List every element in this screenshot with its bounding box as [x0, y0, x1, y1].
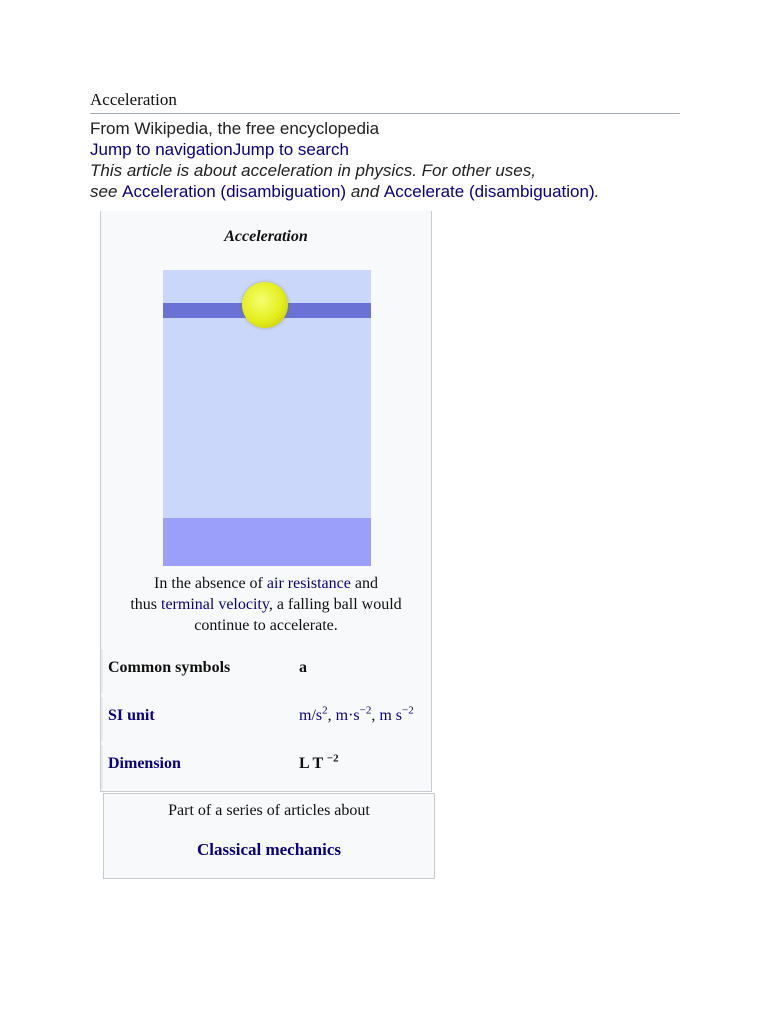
infobox-title: Acceleration	[224, 228, 308, 245]
hatnote-line-1: This article is about acceleration in physics. For other uses,	[90, 161, 536, 180]
site-tagline: From Wikipedia, the free encyclopedia	[90, 119, 380, 138]
caption-text: In the absence of	[154, 575, 267, 592]
animation-ground	[163, 518, 371, 566]
falling-ball-animation	[163, 270, 371, 566]
jump-links	[90, 139, 349, 160]
hatnote-end-text: .	[594, 182, 600, 201]
caption-text: and	[350, 575, 378, 592]
infobox-row-si-unit	[101, 697, 433, 741]
infobox	[100, 211, 432, 792]
common-symbols-value: a	[299, 659, 307, 676]
si-unit-value: $m/s^2$, $m\cdot s^{-2}$, m $s^{-2}$	[299, 704, 414, 724]
sidebar-above-text: Part of a series of articles about	[168, 802, 370, 819]
infobox-row-common-symbols	[101, 649, 433, 693]
jump-to-navigation-link[interactable]: Jump to navigation	[90, 140, 233, 159]
accelerate-disambiguation-link[interactable]: Accelerate (disambiguation)	[383, 182, 595, 201]
common-symbols-label: Common symbols	[108, 659, 231, 676]
classical-mechanics-sidebar	[103, 793, 435, 879]
si-unit-m-per-s2-link[interactable]: $m/s^2$	[299, 704, 328, 724]
terminal-velocity-link[interactable]: terminal velocity	[161, 596, 269, 613]
si-unit-m-s-link[interactable]: m $s^{-2}$	[379, 704, 414, 724]
caption-text: , a falling ball would	[268, 596, 402, 613]
caption-text: thus	[130, 596, 161, 613]
dimension-label-link[interactable]: Dimension	[108, 755, 181, 772]
caption-text: continue to accelerate.	[194, 617, 338, 634]
si-unit-m-dot-s-link[interactable]: $m\cdot s^{-2}$	[335, 704, 372, 724]
hatnote-line-2	[90, 181, 599, 202]
dimension-value: L T $^{-2}$	[299, 752, 339, 772]
falling-ball	[242, 282, 288, 328]
hatnote-see-text: see	[90, 182, 123, 201]
air-resistance-link[interactable]: air resistance	[266, 575, 351, 592]
page-title: Acceleration	[90, 90, 680, 114]
hatnote-and-text: and	[346, 182, 384, 201]
classical-mechanics-link[interactable]: Classical mechanics	[196, 840, 342, 859]
si-unit-label-link[interactable]: SI unit	[108, 707, 155, 724]
infobox-row-dimension	[101, 745, 433, 789]
infobox-caption	[101, 573, 431, 636]
acceleration-disambiguation-link[interactable]: Acceleration (disambiguation)	[122, 182, 347, 201]
jump-to-search-link[interactable]: Jump to search	[232, 140, 349, 159]
